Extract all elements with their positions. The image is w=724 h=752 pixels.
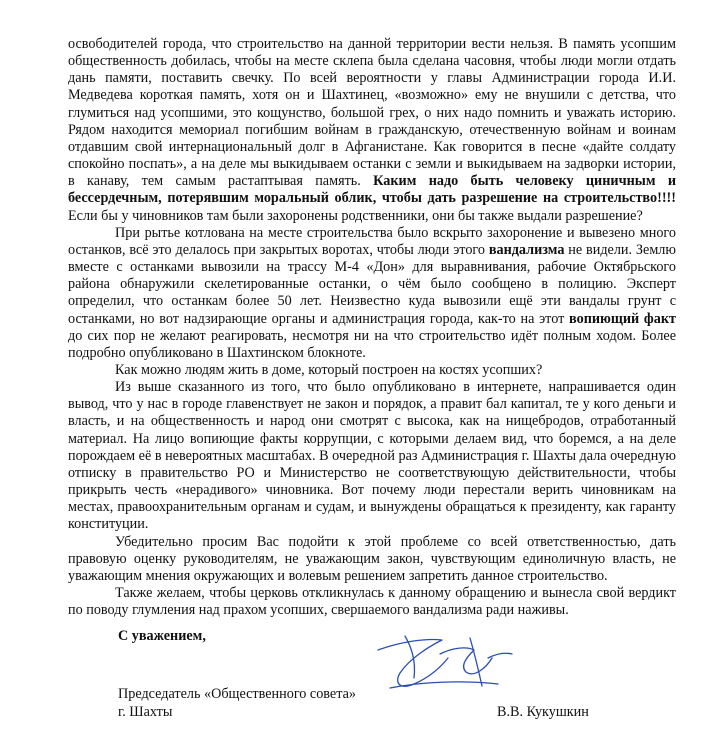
paragraph-5: Убедительно просим Вас подойти к этой проблеме со всей ответственностью, дать правовую оценку руководителям, не уважающим закон, чувствующим единоличную власть, не уважающим мнения окружающих и волевым решением запретить данное строительство. <box>68 533 676 584</box>
paragraph-6: Также желаем, чтобы церковь откликнулась к данному обращению и вынесла свой вердикт по поводу глумления над прахом усопших, свершаемого вандализма ради наживы. <box>68 585 676 619</box>
handwritten-signature <box>370 628 520 708</box>
bold-phrase-fact: вопиющий факт <box>569 310 676 327</box>
signer-city: г. Шахты <box>118 704 173 720</box>
letter-body <box>68 36 676 619</box>
paragraph-2: При рытье котлована на месте строительства было вскрыто захоронение и вывезено много останков, всё это делалось при закрытых воротах, чтобы люди этого вандализма не видели. Землю вместе с останками вывозили на трассу М-4 «Дон» для выравнивания, рабочие Октябрьского района обнаружили скелетированные останки, о чём было сообщено в полицию. Эксперт определил, что останкам более 50 лет. Неизвестно куда вывозили ещё эти вандалы грунт с останками, но вот надзирающие органы и администрация города, как-то на этот вопиющий факт до сих пор не желают реагировать, несмотря ни на что строительство идёт полным ходом. Более подробно опубликовано в Шахтинском блокноте. <box>68 224 676 361</box>
closing-phrase: С уважением, <box>118 628 206 644</box>
paragraph-3: Как можно людям жить в доме, который построен на костях усопших? <box>115 361 543 378</box>
signer-title: Председатель «Общественного совета» <box>118 686 356 702</box>
paragraph-4: Из выше сказанного из того, что было опубликовано в интернете, напрашивается один вывод, что у нас в городе главенствует не закон и порядок, а правит бал капитал, те у кого деньги и власть, и на общественность и народ они смотрят с высока, как на нищебродов, отработанный материал. На лицо вопиющие факты коррупции, с которыми делаем вид, что боремся, а на деле порождаем её в невероятных масштабах. В очередной раз Администрация г. Шахты дала очередную отписку в правительство РО и Министерство не соответствующую действительности, чтобы прикрыть честь «нерадивого» чиновника. Вот почему люди перестали верить чиновникам на местах, правоохранительным органам и судам, и вынуждены обращаться к президенту, как гаранту конституции. <box>68 379 676 533</box>
signer-name: В.В. Кукушкин <box>497 704 589 720</box>
bold-word-vandalism: вандализма <box>488 241 565 258</box>
paragraph-1: освободителей города, что строительство на данной территории вести нельзя. В память усопшим общественность добилась, чтобы на месте склепа была сделана часовня, чтобы люди могли отдать дань памяти, поставить свечку. По всей вероятности у главы Администрации города И.И. Медведева короткая память, хотя он и Шахтинец, «возможно» ему не внушили с детства, что глумиться над усопшими, это кощунство, большой грех, о них надо помнить и уважать историю. Рядом находится мемориал погибшим войнам в гражданскую, отечественную войнам и воинам отдавшим свой интернациональный долг в Афганистане. Как говорится в песне «дайте солдату спокойно поспать», а на деле мы выкидываем останки с земли и выкидываем на задворки истории, в канаву, тем самым растаптывая память. Каким надо быть человеку циничным и бессердечным, потерявшим моральный облик, чтобы дать разрешение на строительство!!!! Если бы у чиновников там были захоронены родственники, они бы также выдали разрешение? <box>68 36 677 224</box>
bold-statement: Каким надо быть человеку циничным и бессердечным, потерявшим моральный облик, чтобы дать разрешение на строительство!!!! <box>68 173 677 207</box>
